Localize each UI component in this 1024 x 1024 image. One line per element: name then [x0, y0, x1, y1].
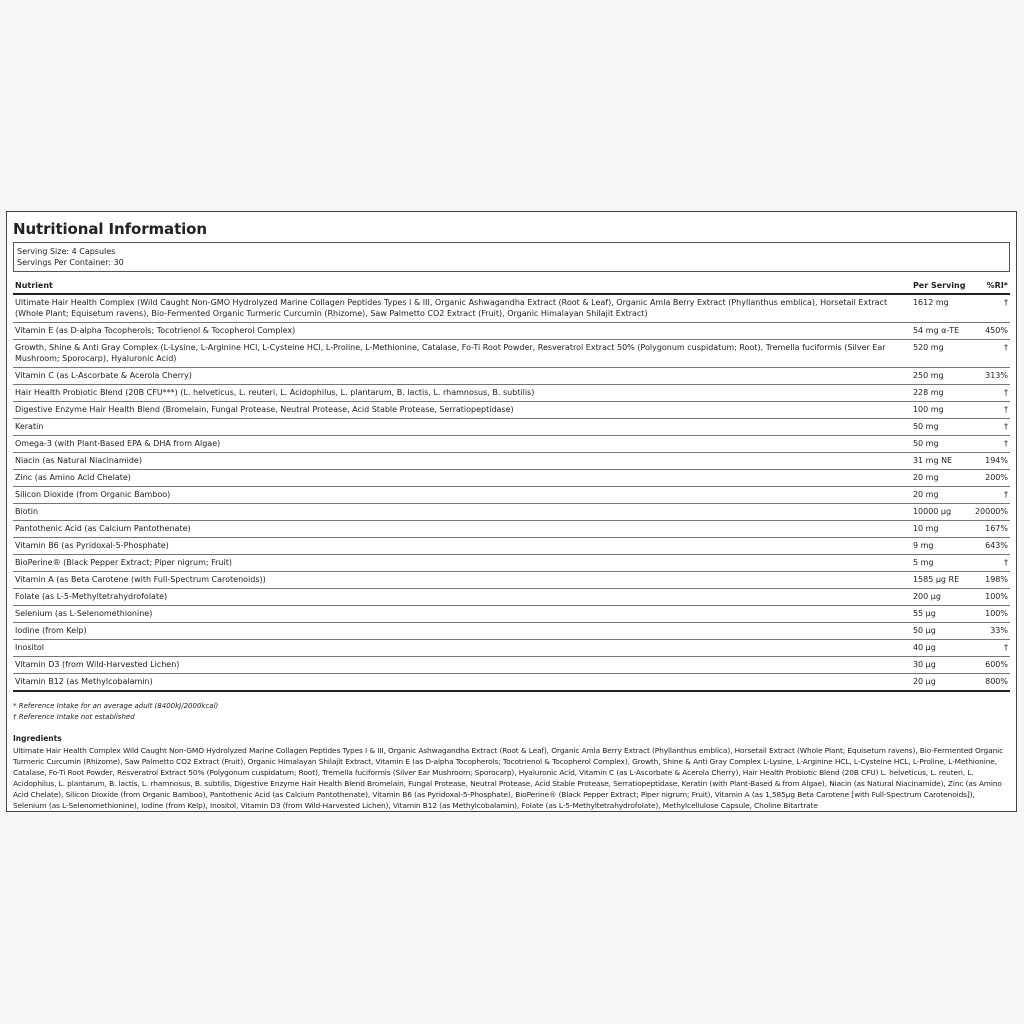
footnote-dagger: † Reference Intake not established — [13, 713, 135, 721]
ri-cell: 198% — [973, 572, 1010, 589]
table-row — [13, 453, 1010, 470]
per-serving-cell: 200 µg — [911, 589, 973, 606]
per-serving-cell: 20 mg — [911, 487, 973, 504]
ri-cell: † — [973, 555, 1010, 572]
nutrient-cell: Digestive Enzyme Hair Health Blend (Bromelain, Fungal Protease, Neutral Protease, Acid Stable Protease, Serratiopeptidase) — [13, 402, 911, 419]
nutrient-cell: Hair Health Probiotic Blend (20B CFU***) (L. helveticus, L. reuteri, L. Acidophilus, L. plantarum, B. lactis, L. rhamnosus, B. subtilis) — [13, 385, 911, 402]
servings-per-container: Servings Per Container: 30 — [17, 258, 124, 267]
header-ri: %RI* — [973, 278, 1010, 294]
per-serving-cell: 228 mg — [911, 385, 973, 402]
nutrient-cell: BioPerine® (Black Pepper Extract; Piper nigrum; Fruit) — [13, 555, 911, 572]
per-serving-cell: 520 mg — [911, 340, 973, 368]
nutrient-cell: Vitamin B12 (as Methylcobalamin) — [13, 674, 911, 692]
nutrient-cell: Omega-3 (with Plant-Based EPA & DHA from Algae) — [13, 436, 911, 453]
table-row — [13, 623, 1010, 640]
table-row — [13, 294, 1010, 323]
ri-cell: 100% — [973, 606, 1010, 623]
panel-title: Nutritional Information — [13, 220, 207, 238]
ingredients-text: Ultimate Hair Health Complex Wild Caught Non-GMO Hydrolyzed Marine Collagen Peptides Types I & III, Organic Ashwagandha Extract (Root & Leaf), Organic Amla Berry Extract (Phyllanthus emblica), Horsetail Extract (Whole Plant; Equisetum ravens), Bio-Fermented Organic Turmeric Curcumin (Rhizome), Saw Palmetto CO2 Extract (Fruit), Organic Himalayan Shilajit Extract, Vitamin E (as D-alpha Tocopherols; Tocotrienol & Tocopherol Complex), Growth, Shine & Anti Gray Complex L-Lysine, L-Arginine HCL, L-Cysteine HCL, L-Proline, L-Methionine, Catalase, Fo-Ti Root Powder, Resveratrol Extract 50% (Polygonum cuspidatum; Root), Tremella fuciformis (Silver Ear Mushroom; Sporocarp), Hyaluronic Acid, Vitamin C (as L-Ascorbate & Acerola Cherry), Hair Health Probiotic Blend (20B CFU) L. helveticus, L. reuteri, L. Acidophilus, L. plantarum, B. lactis, L. rhamnosus, B. subtilis, Digestive Enzyme Hair Health Blend Bromelain, Fungal Protease, Neutral Protease, Acid Stable Protease, Serratiopeptidase, Keratin (with Plant-Based & from Algae), Niacin (as Natural Niacinamide), Zinc (as Amino Acid Chelate), Silicon Dioxide (from Organic Bamboo), Pantothenic Acid (as Calcium Pantothenate), Vitamin B6 (as Pyridoxal-5-Phosphate), BioPerine® (Black Pepper Extract; Piper nigrum; Fruit), Vitamin A (as 1,585µg Beta Carotene [with Full-Spectrum Carotenoids]), Selenium (as L-Selenomethionine), Iodine (from Kelp), Inositol, Vitamin D3 (from Wild-Harvested Lichen), Vitamin B12 (as Methylcobalamin), Folate (as L-5-Methyltetrahydrofolate), Methylcellulose Capsule, Choline Bitartrate — [13, 746, 1004, 810]
serving-size: Serving Size: 4 Capsules — [17, 247, 116, 256]
table-row — [13, 589, 1010, 606]
table-row — [13, 385, 1010, 402]
table-header-row — [13, 278, 1010, 294]
table-row — [13, 640, 1010, 657]
per-serving-cell: 20 mg — [911, 470, 973, 487]
per-serving-cell: 9 mg — [911, 538, 973, 555]
nutrient-cell: Zinc (as Amino Acid Chelate) — [13, 470, 911, 487]
per-serving-cell: 1612 mg — [911, 294, 973, 323]
ri-cell: † — [973, 385, 1010, 402]
nutrient-cell: Vitamin D3 (from Wild-Harvested Lichen) — [13, 657, 911, 674]
nutrient-cell: Vitamin E (as D-alpha Tocopherols; Tocotrienol & Tocopherol Complex) — [13, 323, 911, 340]
nutrient-cell: Growth, Shine & Anti Gray Complex (L-Lysine, L-Arginine HCl, L-Cysteine HCl, L-Proline, L-Methionine, Catalase, Fo-Ti Root Powder, Resveratrol Extract 50% (Polygonum cuspidatum; Root), Tremella fuciformis (Silver Ear Mushroom; Sporocarp), Hyaluronic Acid) — [13, 340, 911, 368]
table-row — [13, 657, 1010, 674]
table-row — [13, 504, 1010, 521]
ri-cell: 194% — [973, 453, 1010, 470]
ri-cell: † — [973, 487, 1010, 504]
ri-cell: 33% — [973, 623, 1010, 640]
table-row — [13, 606, 1010, 623]
ri-cell: 200% — [973, 470, 1010, 487]
per-serving-cell: 50 µg — [911, 623, 973, 640]
nutrient-cell: Selenium (as L-Selenomethionine) — [13, 606, 911, 623]
table-row — [13, 323, 1010, 340]
per-serving-cell: 1585 µg RE — [911, 572, 973, 589]
table-row — [13, 555, 1010, 572]
nutrient-cell: Biotin — [13, 504, 911, 521]
table-row — [13, 674, 1010, 692]
table-row — [13, 487, 1010, 504]
per-serving-cell: 31 mg NE — [911, 453, 973, 470]
ri-cell: † — [973, 640, 1010, 657]
ri-cell: 20000% — [973, 504, 1010, 521]
nutrient-cell: Folate (as L-5-Methyltetrahydrofolate) — [13, 589, 911, 606]
table-row — [13, 340, 1010, 368]
per-serving-cell: 30 µg — [911, 657, 973, 674]
ri-cell: † — [973, 436, 1010, 453]
nutrient-cell: Pantothenic Acid (as Calcium Pantothenate) — [13, 521, 911, 538]
nutrient-cell: Niacin (as Natural Niacinamide) — [13, 453, 911, 470]
table-row — [13, 538, 1010, 555]
ri-cell: † — [973, 294, 1010, 323]
ri-cell: 100% — [973, 589, 1010, 606]
nutrient-cell: Iodine (from Kelp) — [13, 623, 911, 640]
table-row — [13, 436, 1010, 453]
ri-cell: † — [973, 419, 1010, 436]
table-row — [13, 402, 1010, 419]
per-serving-cell: 10 mg — [911, 521, 973, 538]
header-per-serving: Per Serving — [911, 278, 973, 294]
per-serving-cell: 100 mg — [911, 402, 973, 419]
ri-cell: † — [973, 340, 1010, 368]
nutrient-cell: Ultimate Hair Health Complex (Wild Caught Non-GMO Hydrolyzed Marine Collagen Peptides Types I & III, Organic Ashwagandha Extract (Root & Leaf), Organic Amla Berry Extract (Phyllanthus emblica), Horsetail Extract (Whole Plant; Equisetum ravens), Bio-Fermented Organic Turmeric Curcumin (Rhizome), Saw Palmetto CO2 Extract (Fruit), Organic Himalayan Shilajit Extract) — [13, 294, 911, 323]
ri-cell: 167% — [973, 521, 1010, 538]
per-serving-cell: 40 µg — [911, 640, 973, 657]
nutrient-cell: Silicon Dioxide (from Organic Bamboo) — [13, 487, 911, 504]
nutrition-table — [13, 278, 1010, 692]
serving-box — [13, 242, 1010, 272]
table-body — [13, 294, 1010, 691]
ri-cell: 313% — [973, 368, 1010, 385]
ri-cell: † — [973, 402, 1010, 419]
ingredients-heading: Ingredients — [13, 734, 62, 743]
header-nutrient: Nutrient — [13, 278, 911, 294]
nutrient-cell: Vitamin B6 (as Pyridoxal-5-Phosphate) — [13, 538, 911, 555]
ri-cell: 600% — [973, 657, 1010, 674]
ri-cell: 643% — [973, 538, 1010, 555]
nutrient-cell: Inositol — [13, 640, 911, 657]
ri-cell: 450% — [973, 323, 1010, 340]
per-serving-cell: 20 µg — [911, 674, 973, 692]
per-serving-cell: 55 µg — [911, 606, 973, 623]
per-serving-cell: 250 mg — [911, 368, 973, 385]
nutrient-cell: Vitamin A (as Beta Carotene (with Full-Spectrum Carotenoids)) — [13, 572, 911, 589]
nutrition-panel — [6, 211, 1017, 812]
per-serving-cell: 50 mg — [911, 436, 973, 453]
per-serving-cell: 5 mg — [911, 555, 973, 572]
ri-cell: 800% — [973, 674, 1010, 692]
table-row — [13, 470, 1010, 487]
table-row — [13, 419, 1010, 436]
per-serving-cell: 50 mg — [911, 419, 973, 436]
per-serving-cell: 10000 µg — [911, 504, 973, 521]
nutrient-cell: Vitamin C (as L-Ascorbate & Acerola Cherry) — [13, 368, 911, 385]
table-row — [13, 521, 1010, 538]
table-row — [13, 572, 1010, 589]
footnote-ri: * Reference Intake for an average adult (8400kJ/2000kcal) — [13, 702, 219, 710]
footnotes — [13, 701, 1010, 723]
per-serving-cell: 54 mg α-TE — [911, 323, 973, 340]
table-row — [13, 368, 1010, 385]
nutrient-cell: Keratin — [13, 419, 911, 436]
